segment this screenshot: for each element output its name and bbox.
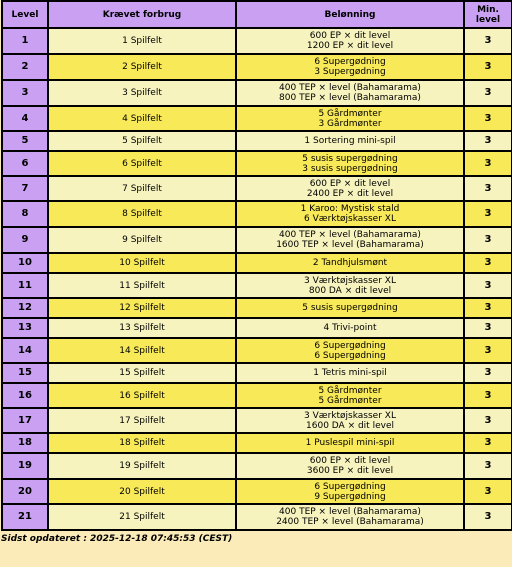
cell-level: 11 [2, 273, 48, 298]
cell-level: 15 [2, 363, 48, 383]
table-row [2, 106, 512, 131]
table-row [2, 338, 512, 363]
cell-min-level: 3 [464, 28, 512, 54]
cell-min-level: 3 [464, 408, 512, 433]
cell-min-level: 3 [464, 363, 512, 383]
cell-reward [236, 453, 464, 479]
reward-line: 5 susis supergødning [302, 303, 398, 313]
cell-required: 2 Spilfelt [48, 54, 236, 80]
table-row [2, 151, 512, 176]
table-row [2, 201, 512, 227]
cell-min-level: 3 [464, 151, 512, 176]
reward-line: 1 Tetris mini-spil [313, 368, 387, 378]
cell-level: 16 [2, 383, 48, 408]
cell-min-level: 3 [464, 338, 512, 363]
reward-line: 6 Værktøjskasser XL [304, 214, 396, 224]
cell-min-level: 3 [464, 227, 512, 253]
cell-reward [236, 227, 464, 253]
header-level: Level [2, 1, 48, 28]
reward-line: 6 Supergødning [314, 350, 386, 361]
cell-required: 8 Spilfelt [48, 201, 236, 227]
cell-required: 10 Spilfelt [48, 253, 236, 273]
cell-required: 9 Spilfelt [48, 227, 236, 253]
reward-line: 600 EP × dit level [309, 456, 391, 466]
cell-required: 15 Spilfelt [48, 363, 236, 383]
cell-reward [236, 151, 464, 176]
cell-level: 17 [2, 408, 48, 433]
cell-level: 21 [2, 504, 48, 530]
cell-reward [236, 363, 464, 383]
reward-line: 3 Supergødning [314, 67, 386, 77]
cell-level: 14 [2, 338, 48, 363]
table-header-row [2, 1, 512, 28]
cell-min-level: 3 [464, 106, 512, 131]
reward-line: 800 TEP × level (Bahamarama) [279, 93, 421, 103]
cell-reward [236, 54, 464, 80]
cell-required: 13 Spilfelt [48, 318, 236, 338]
table-row [2, 504, 512, 530]
cell-min-level: 3 [464, 318, 512, 338]
table-row [2, 383, 512, 408]
cell-reward [236, 106, 464, 131]
cell-required: 12 Spilfelt [48, 298, 236, 318]
reward-line: 3 Gårdmønter [318, 118, 382, 129]
reward-line: 2400 EP × dit level [306, 188, 394, 199]
reward-line: 6 Supergødning [314, 340, 386, 351]
reward-line: 1 Puslespil mini-spil [305, 438, 395, 448]
cell-min-level: 3 [464, 54, 512, 80]
reward-line: 800 DA × dit level [308, 285, 392, 296]
cell-reward [236, 201, 464, 227]
reward-line: 5 susis supergødning [302, 153, 398, 164]
reward-line: 1 Karoo: Mystisk stald [300, 204, 400, 214]
table-row [2, 408, 512, 433]
cell-reward [236, 131, 464, 151]
cell-required: 17 Spilfelt [48, 408, 236, 433]
table-row [2, 28, 512, 54]
cell-level: 6 [2, 151, 48, 176]
reward-line: 6 Supergødning [314, 57, 386, 67]
table-row [2, 479, 512, 504]
reward-line: 400 TEP × level (Bahamarama) [279, 83, 421, 93]
table-row [2, 433, 512, 453]
cell-level: 1 [2, 28, 48, 54]
table-row [2, 453, 512, 479]
table-row [2, 298, 512, 318]
rewards-table [1, 0, 512, 531]
table-row [2, 363, 512, 383]
reward-line: 4 Trivi-point [323, 323, 377, 333]
cell-reward [236, 298, 464, 318]
cell-level: 12 [2, 298, 48, 318]
cell-required: 7 Spilfelt [48, 176, 236, 201]
table-row [2, 131, 512, 151]
cell-min-level: 3 [464, 433, 512, 453]
cell-reward [236, 273, 464, 298]
reward-line: 3 Værktøjskasser XL [304, 275, 396, 286]
header-reward: Belønning [236, 1, 464, 28]
cell-level: 13 [2, 318, 48, 338]
reward-line: 1600 TEP × level (Bahamarama) [276, 240, 424, 250]
cell-level: 20 [2, 479, 48, 504]
reward-line: 3 susis supergødning [302, 163, 398, 174]
cell-min-level: 3 [464, 131, 512, 151]
reward-line: 5 Gårdmønter [318, 385, 382, 396]
table-body [2, 28, 512, 530]
cell-reward [236, 80, 464, 106]
reward-line: 1200 EP × dit level [306, 41, 394, 51]
last-updated-text: Sidst opdateret : 2025-12-18 07:45:53 (CEST) [1, 534, 233, 544]
cell-required: 4 Spilfelt [48, 106, 236, 131]
cell-reward [236, 479, 464, 504]
cell-reward [236, 408, 464, 433]
cell-required: 16 Spilfelt [48, 383, 236, 408]
cell-reward [236, 338, 464, 363]
cell-level: 8 [2, 201, 48, 227]
reward-line: 5 Gårdmønter [318, 395, 382, 406]
cell-required: 20 Spilfelt [48, 479, 236, 504]
cell-level: 2 [2, 54, 48, 80]
cell-min-level: 3 [464, 253, 512, 273]
reward-line: 2 Tandhjulsmønt [312, 258, 388, 268]
cell-level: 7 [2, 176, 48, 201]
cell-required: 1 Spilfelt [48, 28, 236, 54]
table-row [2, 318, 512, 338]
reward-line: 400 TEP × level (Bahamarama) [279, 507, 421, 517]
cell-min-level: 3 [464, 80, 512, 106]
cell-level: 4 [2, 106, 48, 131]
table-row [2, 227, 512, 253]
cell-required: 19 Spilfelt [48, 453, 236, 479]
cell-min-level: 3 [464, 176, 512, 201]
cell-min-level: 3 [464, 201, 512, 227]
reward-line: 5 Gårdmønter [318, 108, 382, 119]
cell-level: 3 [2, 80, 48, 106]
table-row [2, 54, 512, 80]
reward-line: 600 EP × dit level [309, 178, 391, 189]
reward-line: 2400 TEP × level (Bahamarama) [276, 517, 424, 527]
table-row [2, 273, 512, 298]
cell-min-level: 3 [464, 504, 512, 530]
cell-level: 10 [2, 253, 48, 273]
cell-required: 11 Spilfelt [48, 273, 236, 298]
cell-required: 18 Spilfelt [48, 433, 236, 453]
cell-reward [236, 504, 464, 530]
cell-level: 18 [2, 433, 48, 453]
reward-line: 600 EP × dit level [309, 31, 391, 41]
cell-reward [236, 318, 464, 338]
cell-min-level: 3 [464, 383, 512, 408]
cell-required: 14 Spilfelt [48, 338, 236, 363]
cell-min-level: 3 [464, 298, 512, 318]
cell-min-level: 3 [464, 453, 512, 479]
cell-required: 6 Spilfelt [48, 151, 236, 176]
header-min-level-label: Min. level [475, 4, 501, 25]
table-row [2, 80, 512, 106]
cell-level: 19 [2, 453, 48, 479]
reward-line: 9 Supergødning [314, 491, 386, 502]
cell-reward [236, 28, 464, 54]
cell-reward [236, 433, 464, 453]
cell-reward [236, 176, 464, 201]
cell-level: 5 [2, 131, 48, 151]
header-min-level [464, 1, 512, 28]
reward-line: 3 Værktøjskasser XL [304, 410, 396, 421]
table-row [2, 253, 512, 273]
table-row [2, 176, 512, 201]
cell-required: 3 Spilfelt [48, 80, 236, 106]
cell-level: 9 [2, 227, 48, 253]
reward-line: 1 Sortering mini-spil [304, 136, 396, 146]
reward-line: 400 TEP × level (Bahamarama) [279, 230, 421, 240]
cell-required: 5 Spilfelt [48, 131, 236, 151]
cell-reward [236, 383, 464, 408]
reward-line: 3600 EP × dit level [306, 466, 394, 476]
header-required: Krævet forbrug [48, 1, 236, 28]
cell-min-level: 3 [464, 479, 512, 504]
cell-required: 21 Spilfelt [48, 504, 236, 530]
reward-line: 6 Supergødning [314, 481, 386, 492]
cell-min-level: 3 [464, 273, 512, 298]
reward-line: 1600 DA × dit level [306, 420, 394, 431]
cell-reward [236, 253, 464, 273]
